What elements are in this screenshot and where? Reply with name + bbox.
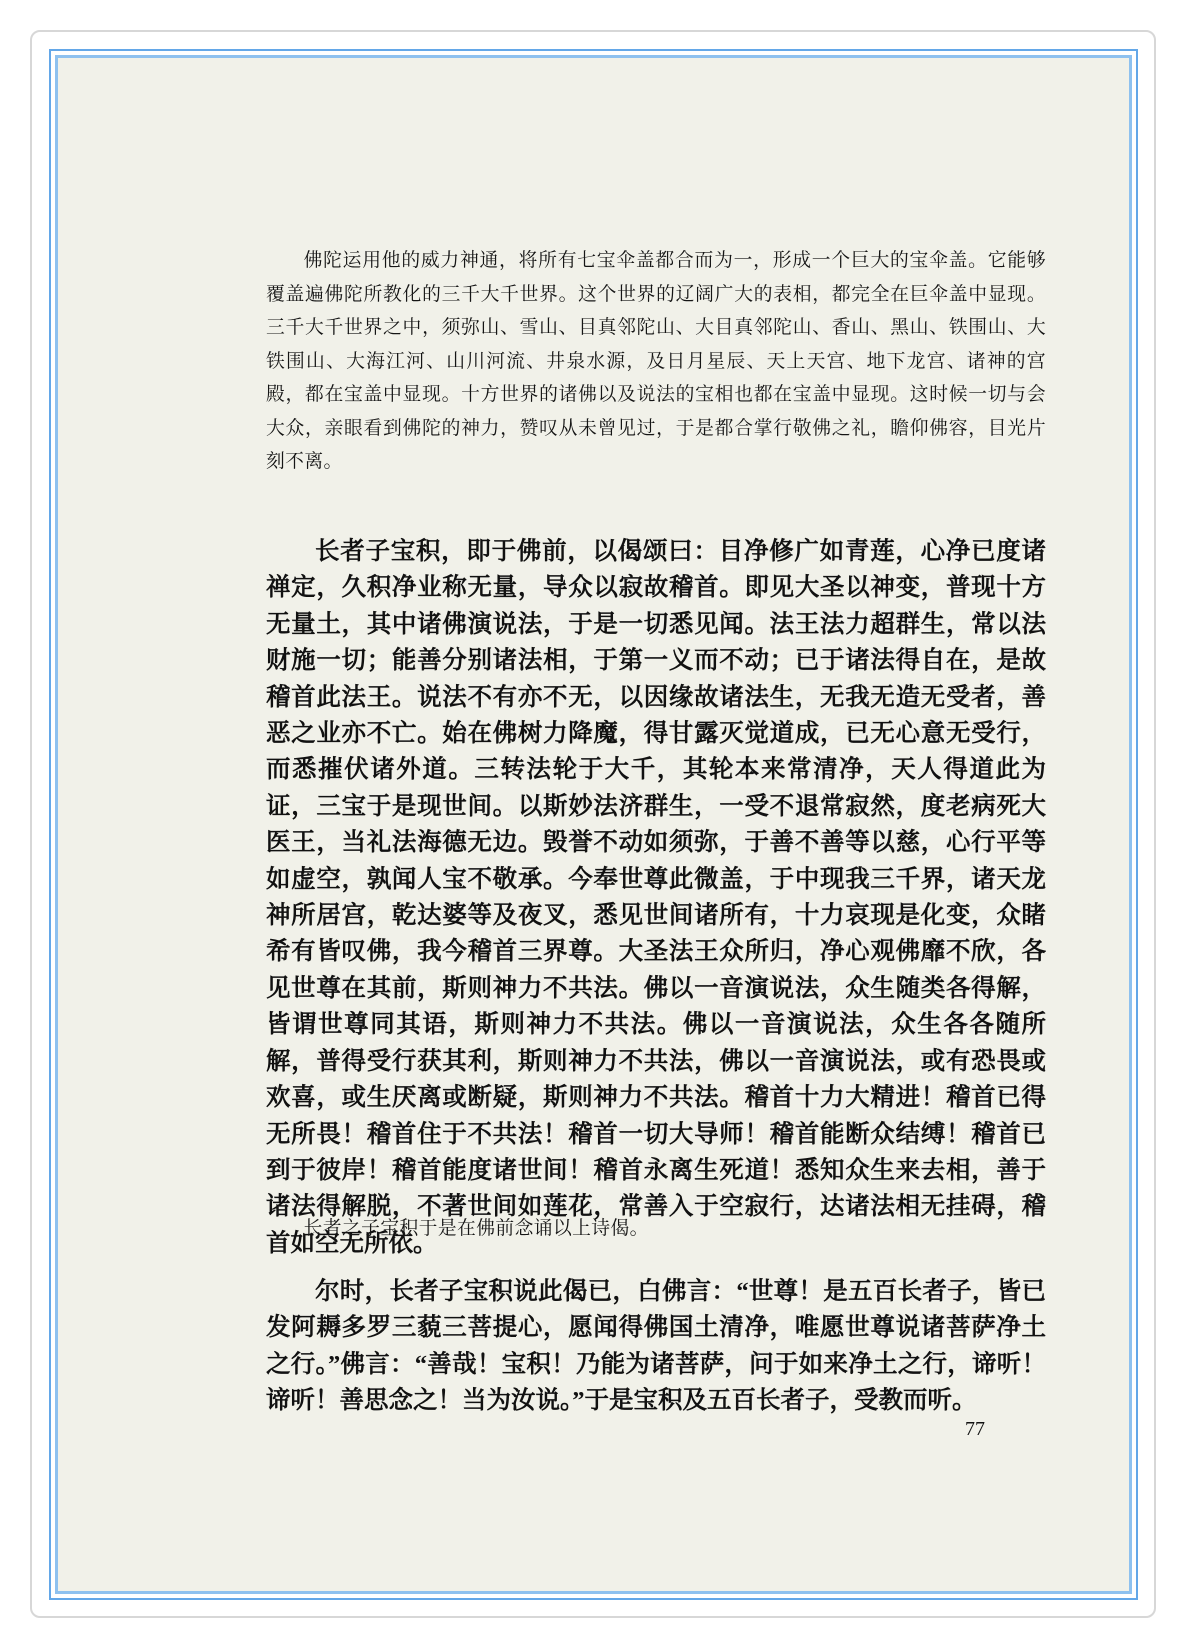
sutra-verse-paragraph: 长者子宝积，即于佛前，以偈颂曰：目净修广如青莲，心净已度诸禅定，久积净业称无量，导众以寂故稽首。即见大圣以神变，普现十方无量土，其中诸佛演说法，于是一切悉见闻。法王法力超群生，常以法财施一切；能善分别诸法相，于第一义而不动；已于诸法得自在，是故稽首此法王。说法不有亦不无，以因缘故诸法生，无我无造无受者，善恶之业亦不亡。始在佛树力降魔，得甘露灭觉道成，已无心意无受行，而悉摧伏诸外道。三转法轮于大千，其轮本来常清净，天人得道此为证，三宝于是现世间。以斯妙法济群生，一受不退常寂然，度老病死大医王，当礼法海德无边。毁誉不动如须弥，于善不善等以慈，心行平等如虚空，孰闻人宝不敬承。今奉世尊此微盖，于中现我三千界，诸天龙神所居宫，乾达婆等及夜叉，悉见世间诸所有，十力哀现是化变，众睹希有皆叹佛，我今稽首三界尊。大圣法王众所归，净心观佛靡不欣，各见世尊在其前，斯则神力不共法。佛以一音演说法，众生随类各得解，皆谓世尊同其语，斯则神力不共法。佛以一音演说法，众生各各随所解，普得受行获其利，斯则神力不共法，佛以一音演说法，或有恐畏或欢喜，或生厌离或断疑，斯则神力不共法。稽首十力大精进！稽首已得无所畏！稽首住于不共法！稽首一切大导师！稽首能断众结缚！稽首已到于彼岸！稽首能度诸世间！稽首永离生死道！悉知众生来去相，善于诸法得解脱，不著世间如莲花，常善入于空寂行，达诸法相无挂碍，稽首如空无所依。 <box>266 538 1046 1257</box>
book-page <box>55 55 1132 1594</box>
sutra-paragraph: 尔时，长者子宝积说此偈已，白佛言：“世尊！是五百长者子，皆已发阿耨多罗三藐三菩提心，愿闻得佛国土清净，唯愿世尊说诸菩萨净土之行。”佛言：“善哉！宝积！乃能为诸菩萨，问于如来净土之行，谛听！谛听！善思念之！当为汝说。”于是宝积及五百长者子，受教而听。 <box>266 1278 1046 1415</box>
commentary-paragraph: 长者之子宝积于是在佛前念诵以上诗偈。 <box>303 1218 649 1239</box>
commentary-paragraph: 佛陀运用他的威力神通，将所有七宝伞盖都合而为一，形成一个巨大的宝伞盖。它能够覆盖遍佛陀所教化的三千大千世界。这个世界的辽阔广大的表相，都完全在巨伞盖中显现。三千大千世界之中，须弥山、雪山、目真邻陀山、大目真邻陀山、香山、黑山、铁围山、大铁围山、大海江河、山川河流、井泉水源，及日月星辰、天上天宫、地下龙宫、诸神的宫殿，都在宝盖中显现。十方世界的诸佛以及说法的宝相也都在宝盖中显现。这时候一切与会大众，亲眼看到佛陀的神力，赞叹从未曾见过，于是都合掌行敬佛之礼，瞻仰佛容，目光片刻不离。 <box>266 250 1046 472</box>
page-number: 77 <box>965 1418 985 1440</box>
